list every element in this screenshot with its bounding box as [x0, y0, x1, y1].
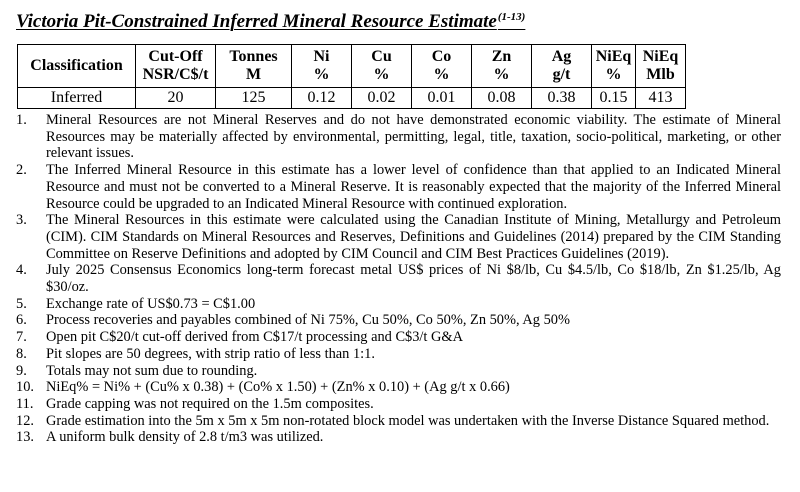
- footnote-4: [16, 262, 781, 295]
- cell-tonnes: 125: [216, 88, 292, 109]
- footnote-text: Grade estimation into the 5m x 5m x 5m non-rotated block model was undertaken with the Inverse Distance Squared method.: [46, 412, 770, 429]
- footnote-text: NiEq% = Ni% + (Cu% x 0.38) + (Co% x 1.50) + (Zn% x 0.10) + (Ag g/t x 0.66): [46, 379, 510, 396]
- footnote-text: Grade capping was not required on the 1.5m composites.: [46, 395, 374, 412]
- footnote-5: [16, 296, 781, 313]
- footnote-number: 3.: [16, 212, 27, 229]
- footnote-10: [16, 379, 781, 396]
- footnote-13: [16, 429, 781, 446]
- footnote-7: [16, 329, 781, 346]
- footnote-text: A uniform bulk density of 2.8 t/m3 was utilized.: [46, 429, 324, 446]
- cell-nieq-pct: 0.15: [592, 88, 636, 109]
- cell-ni: 0.12: [292, 88, 352, 109]
- footnote-number: 6.: [16, 312, 27, 329]
- footnote-text: Totals may not sum due to rounding.: [46, 362, 258, 379]
- header-classification: Classification: [18, 45, 136, 88]
- footnote-number: 9.: [16, 362, 27, 379]
- footnote-text: Open pit C$20/t cut-off derived from C$17/t processing and C$3/t G&A: [46, 329, 464, 346]
- cell-cu: 0.02: [352, 88, 412, 109]
- footnote-text: The Mineral Resources in this estimate were calculated using the Canadian Institute of Mining, Metallurgy and Petroleum (CIM). CIM Standards on Mineral Resources and Reserves, Definitions and Guidelines (2014) prepared by the CIM Standing Committee on Reserve Definitions and adopted by CIM Council and CIM Best Practices Guidelines (2019).: [46, 212, 781, 262]
- footnote-8: [16, 346, 781, 363]
- footnote-number: 4.: [16, 262, 27, 279]
- footnote-number: 1.: [16, 112, 27, 128]
- footnote-text: Pit slopes are 50 degrees, with strip ratio of less than 1:1.: [46, 345, 375, 362]
- footnote-number: 2.: [16, 162, 27, 179]
- cell-nieq-mlb: 413: [636, 88, 686, 109]
- header-ag: Ag g/t: [532, 45, 592, 88]
- footnote-number: 12.: [16, 412, 34, 429]
- footnote-text: Exchange rate of US$0.73 = C$1.00: [46, 295, 256, 312]
- header-nieq-mlb: NiEq Mlb: [636, 45, 686, 88]
- header-ni: Ni %: [292, 45, 352, 88]
- cell-zn: 0.08: [472, 88, 532, 109]
- footnote-number: 11.: [16, 395, 34, 412]
- footnote-text: The Inferred Mineral Resource in this estimate has a lower level of confidence than that applied to an Indicated Mineral Resource and must not be converted to a Mineral Reserve. It is reasonably expected that the majority of the Inferred Mineral Resource could be upgraded to an Indicated Mineral Resource with continued exploration.: [46, 162, 781, 212]
- footnote-9: [16, 363, 781, 380]
- header-co: Co %: [412, 45, 472, 88]
- footnote-11: [16, 396, 781, 413]
- cell-cutoff: 20: [136, 88, 216, 109]
- footnote-number: 7.: [16, 329, 27, 346]
- footnote-number: 5.: [16, 295, 27, 312]
- footnote-number: 8.: [16, 345, 27, 362]
- header-tonnes: Tonnes M: [216, 45, 292, 88]
- title-text: Victoria Pit-Constrained Inferred Mineral Resource Estimate: [16, 11, 497, 32]
- footnote-text: Process recoveries and payables combined of Ni 75%, Cu 50%, Co 50%, Zn 50%, Ag 50%: [46, 312, 570, 329]
- footnote-number: 13.: [16, 429, 34, 446]
- footnote-1: [16, 112, 781, 162]
- cell-ag: 0.38: [532, 88, 592, 109]
- title-superscript: (1-13): [497, 11, 526, 23]
- footnote-text: July 2025 Consensus Economics long-term forecast metal US$ prices of Ni $8/lb, Cu $4.5/lb, Co $18/lb, Zn $1.25/lb, Ag $30/oz.: [46, 262, 781, 296]
- footnote-12: [16, 413, 781, 430]
- footnote-text: Mineral Resources are not Mineral Reserves and do not have demonstrated economic viability. The estimate of Mineral Resources may be materially affected by environmental, permitting, legal, title, taxation, socio-political, marketing, or other relevant issues.: [46, 112, 781, 162]
- footnote-6: [16, 312, 781, 329]
- footnote-2: [16, 162, 781, 212]
- footnote-3: [16, 212, 781, 262]
- cell-classification: Inferred: [18, 88, 136, 109]
- header-cu: Cu %: [352, 45, 412, 88]
- footnote-number: 10.: [16, 379, 34, 396]
- header-cutoff: Cut-Off NSR/C$/t: [136, 45, 216, 88]
- resource-table: [17, 44, 686, 109]
- page-title: [16, 12, 525, 31]
- cell-co: 0.01: [412, 88, 472, 109]
- table-header-row: [18, 45, 686, 88]
- table-row: [18, 88, 686, 109]
- header-zn: Zn %: [472, 45, 532, 88]
- footnotes-list: [16, 112, 781, 446]
- header-nieq-pct: NiEq %: [592, 45, 636, 88]
